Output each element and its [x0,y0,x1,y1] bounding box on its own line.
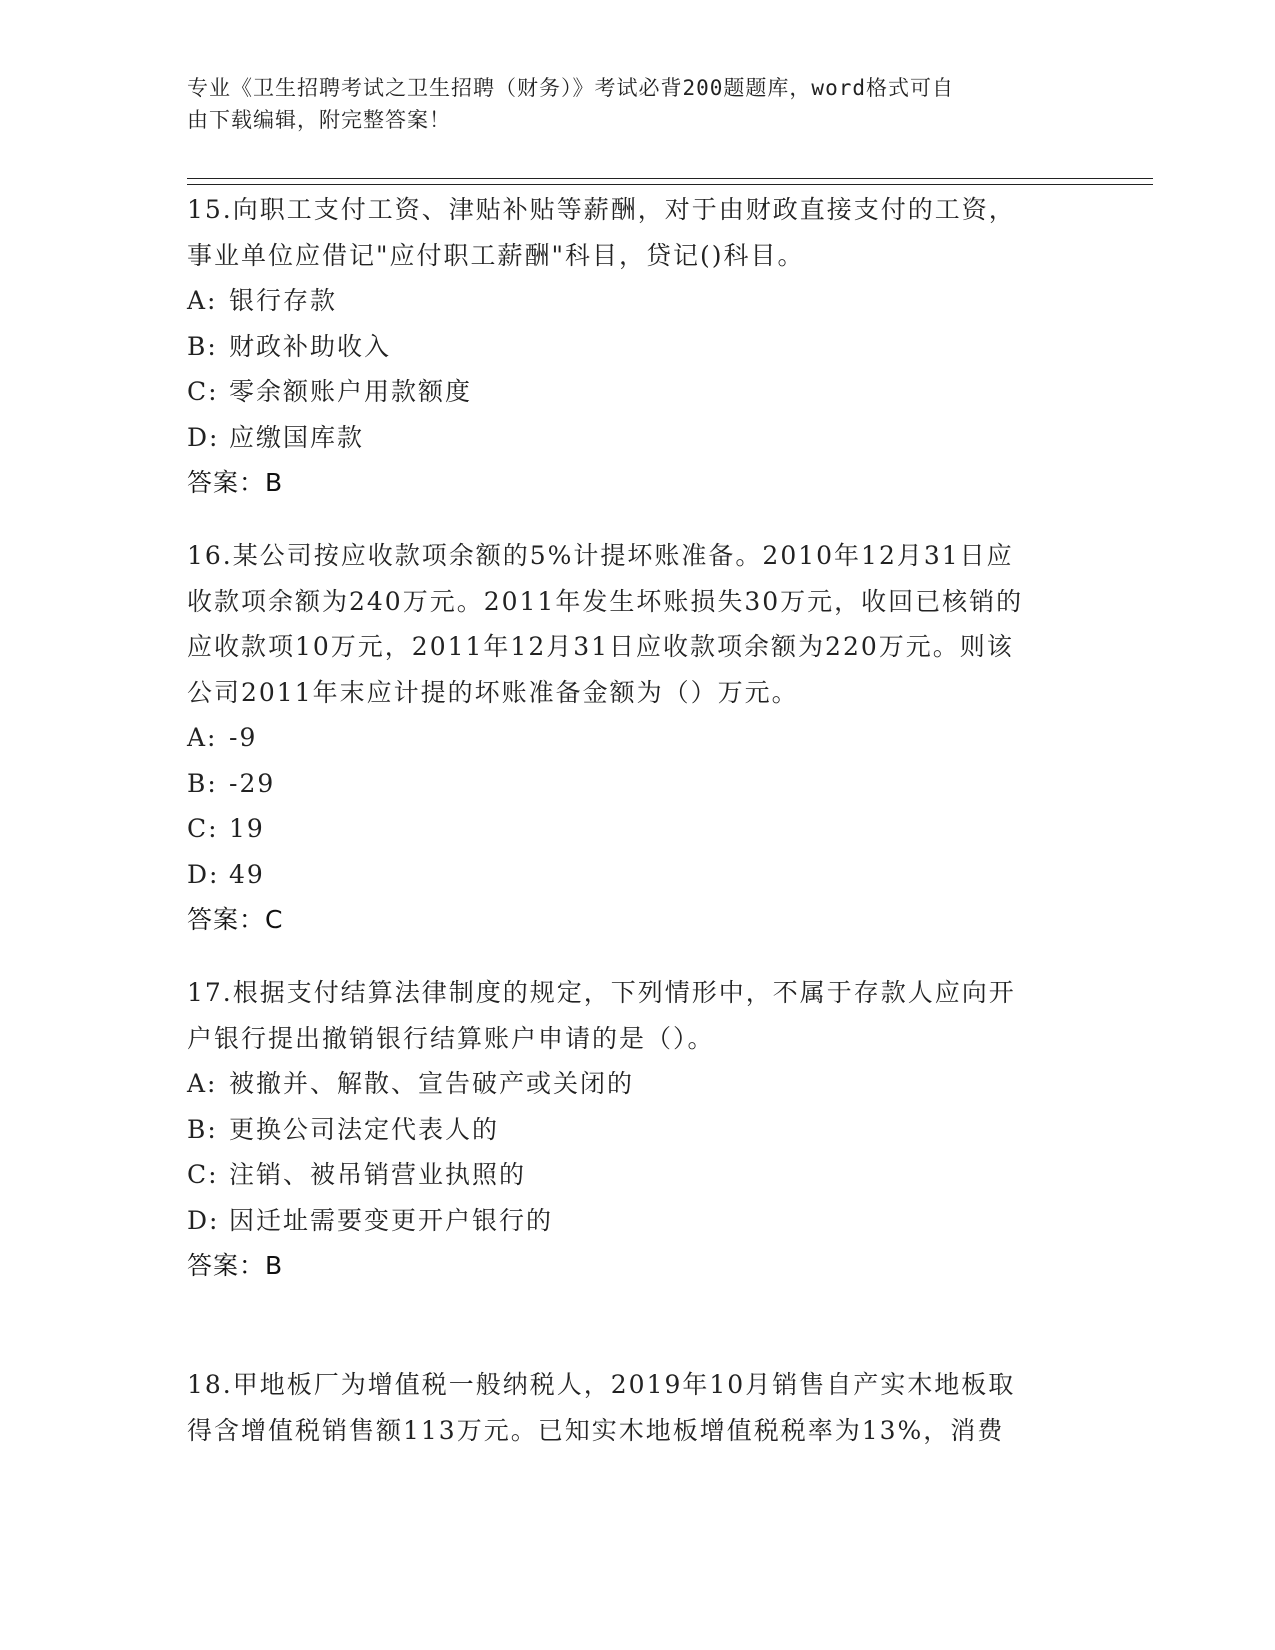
option-text: 被撤并、解散、宣告破产或关闭的 [229,1069,635,1098]
question-stem-line: 17.根据支付结算法律制度的规定，下列情形中，不属于存款人应向开 [187,978,1016,1007]
answer-line: 答案：C [187,905,284,934]
question-stem-line: 15.向职工支付工资、津贴补贴等薪酬，对于由财政直接支付的工资， [187,195,1016,224]
header-divider-top [187,178,1153,179]
document-header [187,72,1067,136]
header-line-1: 专业《卫生招聘考试之卫生招聘（财务）》考试必背200题题库，word格式可自 [187,76,954,100]
question-stem-line: 应收款项10万元，2011年12月31日应收款项余额为220万元。则该 [187,632,1014,661]
option-text: 银行存款 [229,286,338,315]
option-c [187,369,1087,415]
question-16 [187,533,1087,943]
question-stem-line: 公司2011年末应计提的坏账准备金额为（）万元。 [187,677,799,707]
option-b [187,1107,1087,1153]
option-key: A: [187,723,218,752]
option-d [187,852,1087,898]
option-key: B: [187,768,218,798]
option-text: 19 [229,814,265,843]
option-key: B: [187,331,218,361]
option-c [187,806,1087,852]
option-d [187,415,1087,461]
option-b [187,761,1087,807]
option-a [187,1061,1087,1107]
option-b [187,324,1087,370]
option-d [187,1198,1087,1244]
answer-line: 答案：B [187,1251,284,1280]
option-c [187,1152,1087,1198]
question-stem-line: 16.某公司按应收款项余额的5%计提坏账准备。2010年12月31日应 [187,541,1014,570]
header-divider-bottom [187,184,1153,185]
option-text: 零余额账户用款额度 [229,377,473,406]
option-key: C: [187,1160,219,1189]
option-a [187,278,1087,324]
option-key: D: [187,422,220,452]
option-text: 财政补助收入 [229,331,392,361]
question-18 [187,1362,1087,1453]
option-a [187,715,1087,761]
answer-line: 答案：B [187,468,284,497]
option-text: -29 [229,768,276,798]
question-stem-line: 18.甲地板厂为增值税一般纳税人，2019年10月销售自产实木地板取 [187,1370,1016,1399]
question-stem-line: 户银行提出撤销银行结算账户申请的是（）。 [187,1023,715,1053]
option-text: 更换公司法定代表人的 [229,1114,500,1144]
option-key: C: [187,377,219,406]
option-text: 应缴国库款 [229,422,365,452]
question-stem-line: 收款项余额为240万元。2011年发生坏账损失30万元，收回已核销的 [187,586,1024,616]
option-text: 49 [229,859,265,889]
option-text: 因迁址需要变更开户银行的 [229,1205,554,1235]
option-key: B: [187,1114,218,1144]
option-key: D: [187,1205,220,1235]
option-key: A: [187,1069,218,1098]
question-17 [187,970,1087,1289]
header-line-2: 由下载编辑，附完整答案！ [187,108,451,132]
question-stem-line: 事业单位应借记"应付职工薪酬"科目，贷记()科目。 [187,240,805,270]
option-key: C: [187,814,219,843]
question-15 [187,187,1087,506]
option-key: A: [187,286,218,315]
option-text: -9 [229,723,258,752]
option-key: D: [187,859,220,889]
question-stem-line: 得含增值税销售额113万元。已知实木地板增值税税率为13%，消费 [187,1415,1005,1445]
option-text: 注销、被吊销营业执照的 [229,1160,527,1189]
